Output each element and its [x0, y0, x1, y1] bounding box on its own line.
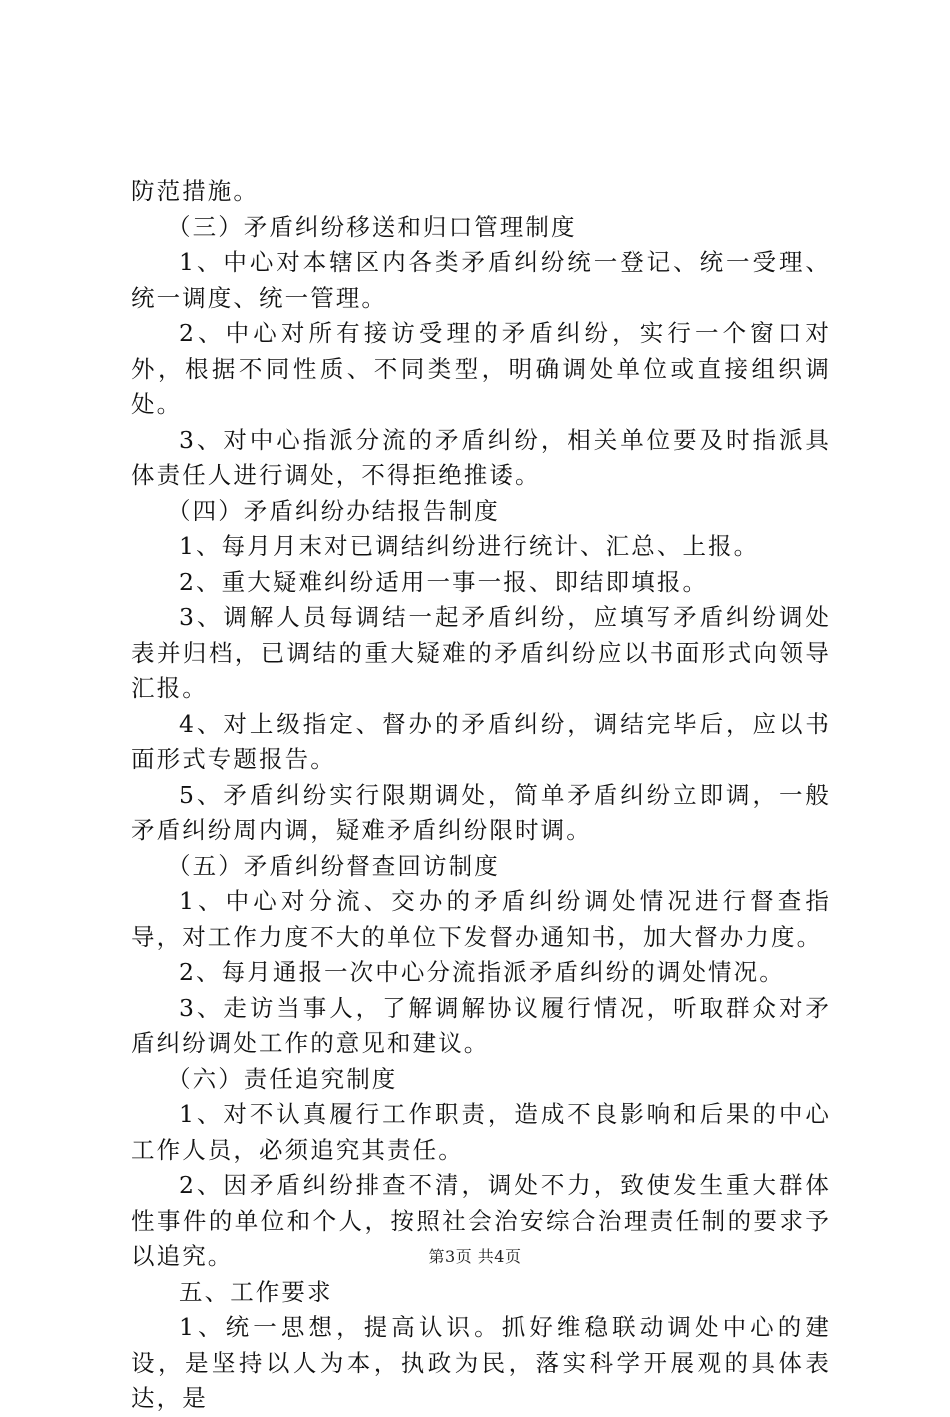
- paragraph-continuation: 防范措施。: [131, 177, 259, 205]
- page-footer: [0, 1244, 950, 1267]
- page-number-label: 第3页 共4页: [428, 1247, 522, 1266]
- subheading-3: （三）矛盾纠纷移送和归口管理制度: [167, 212, 577, 241]
- paragraph: 4、对上级指定、督办的矛盾纠纷，调结完毕后，应以书面形式专题报告。: [131, 709, 831, 773]
- paragraph: 1、中心对本辖区内各类矛盾纠纷统一登记、统一受理、统一调度、统一管理。: [131, 248, 831, 312]
- paragraph: 2、重大疑难纠纷适用一事一报、即结即填报。: [179, 567, 709, 596]
- paragraph: 1、对不认真履行工作职责，造成不良影响和后果的中心工作人员，必须追究其责任。: [131, 1100, 831, 1164]
- paragraph: 5、矛盾纠纷实行限期调处，简单矛盾纠纷立即调，一般矛盾纠纷周内调，疑难矛盾纠纷限时调。: [131, 780, 831, 844]
- paragraph: 3、走访当事人，了解调解协议履行情况，听取群众对矛盾纠纷调处工作的意见和建议。: [131, 993, 831, 1057]
- section-heading: 五、工作要求: [179, 1277, 333, 1306]
- subheading-6: （六）责任追究制度: [167, 1064, 398, 1093]
- paragraph: 3、调解人员每调结一起矛盾纠纷，应填写矛盾纠纷调处表并归档，已调结的重大疑难的矛盾纠纷应以书面形式向领导汇报。: [131, 603, 831, 702]
- paragraph: 1、中心对分流、交办的矛盾纠纷调处情况进行督查指导，对工作力度不大的单位下发督办通知书，加大督办力度。: [131, 887, 831, 951]
- paragraph: 1、统一思想，提高认识。抓好维稳联动调处中心的建设，是坚持以人为本，执政为民，落实科学开展观的具体表达，是: [131, 1313, 831, 1412]
- paragraph: 3、对中心指派分流的矛盾纠纷，相关单位要及时指派具体责任人进行调处，不得拒绝推诿。: [131, 425, 831, 489]
- document-body: [131, 174, 831, 1417]
- paragraph: 2、因矛盾纠纷排查不清，调处不力，致使发生重大群体性事件的单位和个人，按照社会治安综合治理责任制的要求予以追究。: [131, 1171, 831, 1270]
- paragraph: 2、每月通报一次中心分流指派矛盾纠纷的调处情况。: [179, 958, 785, 986]
- subheading-4: （四）矛盾纠纷办结报告制度: [167, 496, 500, 525]
- paragraph: 1、每月月末对已调结纠纷进行统计、汇总、上报。: [179, 532, 760, 560]
- subheading-5: （五）矛盾纠纷督查回访制度: [167, 851, 500, 880]
- paragraph: 2、中心对所有接访受理的矛盾纠纷，实行一个窗口对外，根据不同性质、不同类型，明确调处单位或直接组织调处。: [131, 319, 831, 418]
